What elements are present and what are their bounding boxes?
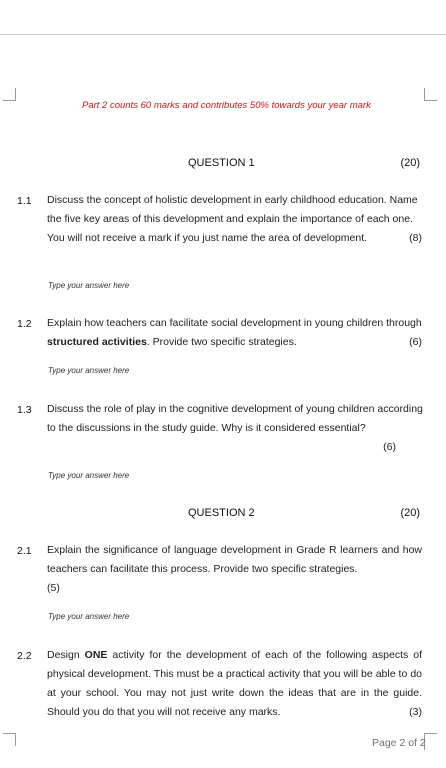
item-text: Discuss the role of play in the cognitive development of young children according to the discussions in the study guide. Why is it considered essential? [47, 403, 423, 434]
answer-field[interactable]: Type your answer here [48, 281, 130, 290]
question-1-3-text [47, 400, 429, 457]
corner-mark-bottom-left [3, 733, 16, 746]
item-text: Discuss the concept of holistic development in early childhood education. Name the five key areas of this development and explain the importance of each one. You will not receive a mark if you just name the area of development. [47, 194, 418, 244]
question-1-title: QUESTION 1 [188, 157, 255, 169]
item-text: Explain how teachers can facilitate social development in young children through [47, 317, 422, 329]
item-text: . Provide two specific strategies. [146, 336, 297, 348]
answer-field[interactable]: Type your answer here [48, 471, 130, 480]
item-marks: (6) [383, 441, 396, 453]
item-text: Design [47, 649, 85, 661]
page-number: Page 2 of 2 [372, 737, 426, 749]
question-2-1-text [47, 541, 422, 598]
item-marks: (3) [409, 706, 422, 718]
answer-field[interactable]: Type your answer here [48, 612, 130, 621]
item-number: 2.1 [17, 545, 32, 557]
question-2-marks: (20) [400, 507, 420, 519]
item-marks: (5) [47, 582, 60, 594]
item-marks: (6) [409, 336, 422, 348]
item-number: 1.3 [17, 404, 32, 416]
question-2-2-text [47, 646, 422, 722]
item-text: activity for the development of each of the following aspects of physical development. This must be a practical activity that you will be able to do at your school. You may not just write down the ideas that are in the guide. Should you do that you will not receive any marks. [47, 649, 422, 718]
item-text-bold: ONE [84, 649, 108, 661]
question-2-title: QUESTION 2 [188, 507, 255, 519]
question-1-1-text [47, 191, 422, 248]
marks-note: Part 2 counts 60 marks and contributes 50% towards your year mark [82, 100, 371, 111]
item-text: Explain the significance of language development in Grade R learners and how teachers can facilitate this process. Provide two specific strategies. [47, 544, 422, 575]
corner-mark-top-left [3, 88, 16, 101]
item-number: 2.2 [17, 650, 32, 662]
item-marks: (8) [409, 232, 422, 244]
item-text-bold: structured activities [47, 336, 147, 348]
item-number: 1.1 [17, 195, 32, 207]
page-top-divider [0, 34, 446, 35]
corner-mark-top-right [424, 88, 437, 101]
question-1-2-text [47, 314, 422, 352]
question-1-marks: (20) [400, 157, 420, 169]
item-number: 1.2 [17, 318, 32, 330]
answer-field[interactable]: Type your answer here [48, 366, 130, 375]
